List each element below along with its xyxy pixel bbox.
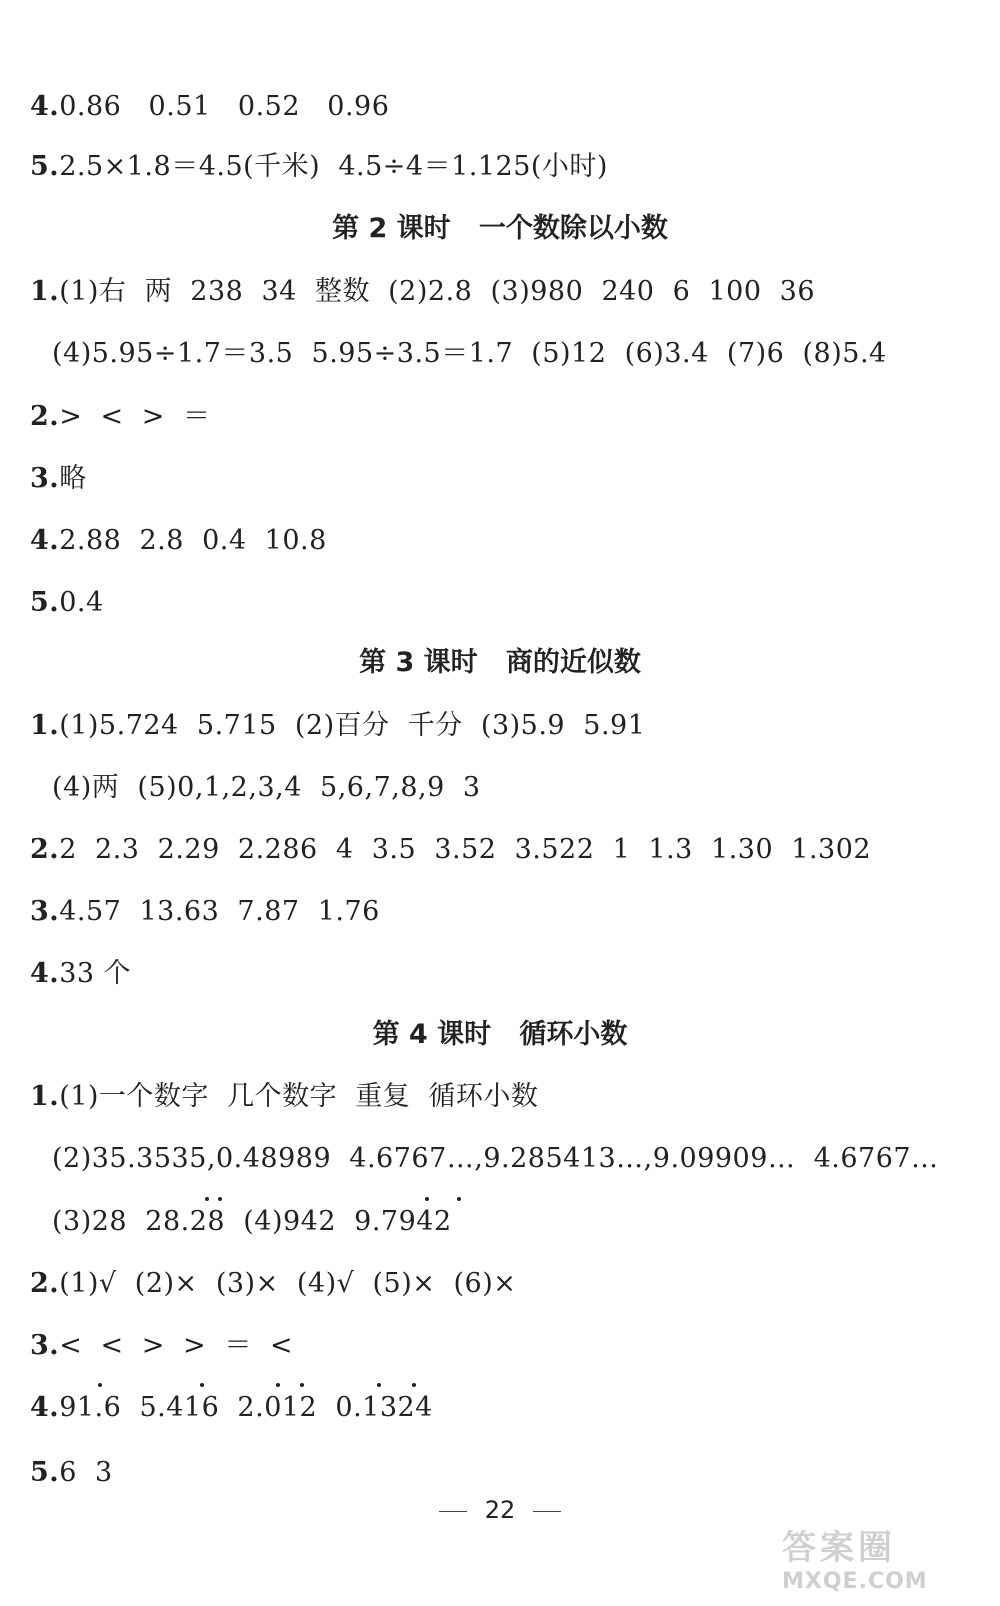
- answer-line: 1.(1)5.724 5.715 (2)百分 千分 (3)5.9 5.91: [30, 710, 646, 741]
- answer-line: 2.> < > ＝: [30, 401, 211, 432]
- repeating-dot: [218, 1197, 222, 1201]
- repeating-dot: [412, 1383, 416, 1387]
- watermark-logo: [782, 1520, 992, 1600]
- repeating-dot: [425, 1197, 429, 1201]
- answer-line: 5.0.4: [30, 587, 104, 618]
- answer-line: 5.6 3: [30, 1457, 113, 1488]
- answer-line: 4.2.88 2.8 0.4 10.8: [30, 525, 327, 556]
- answer-line: 3.略: [30, 463, 87, 494]
- answer-line: 4.33 个: [30, 958, 132, 989]
- repeating-dot: [300, 1383, 304, 1387]
- answer-line: 5.2.5×1.8＝4.5(千米) 4.5÷4＝1.125(小时): [30, 151, 608, 182]
- answer-line: 2.(1)√ (2)× (3)× (4)√ (5)× (6)×: [30, 1268, 517, 1299]
- watermark-title: 答案圈: [782, 1528, 896, 1568]
- repeating-dot: [98, 1383, 102, 1387]
- repeating-dot: [200, 1383, 204, 1387]
- footer-dash: [439, 1511, 467, 1512]
- answer-line: 3.< < > > ＝ <: [30, 1330, 294, 1361]
- repeating-dot: [457, 1197, 461, 1201]
- section-heading-lesson-4: 第 4 课时 循环小数: [372, 1019, 628, 1050]
- repeating-dot: [377, 1383, 381, 1387]
- footer-dash: [533, 1511, 561, 1512]
- answer-line: (2)35.3535,0.48989 4.6767…,9.285413…,9.09909… 4.6767…: [52, 1143, 939, 1174]
- answer-line: 2.2 2.3 2.29 2.286 4 3.5 3.52 3.522 1 1.3 1.30 1.302: [30, 834, 872, 865]
- repeating-dot: [205, 1197, 209, 1201]
- answer-line: (3)28 28.28 (4)942 9.7942: [52, 1206, 452, 1237]
- answer-line: (4)5.95÷1.7＝3.5 5.95÷3.5＝1.7 (5)12 (6)3.4 (7)6 (8)5.4: [52, 338, 887, 369]
- page-number: 22: [484, 1496, 516, 1524]
- answer-line: 1.(1)一个数字 几个数字 重复 循环小数: [30, 1081, 539, 1112]
- answer-line: 4.91.6 5.416 2.012 0.1324: [30, 1392, 433, 1423]
- watermark-url: MXQE.COM: [782, 1569, 928, 1594]
- section-heading-lesson-3: 第 3 课时 商的近似数: [359, 647, 641, 678]
- answer-line: 4.0.86 0.51 0.52 0.96: [30, 91, 390, 122]
- answer-line: (4)两 (5)0,1,2,3,4 5,6,7,8,9 3: [52, 772, 481, 803]
- answer-line: 3.4.57 13.63 7.87 1.76: [30, 896, 380, 927]
- answer-line: 1.(1)右 两 238 34 整数 (2)2.8 (3)980 240 6 100 36: [30, 276, 816, 307]
- section-heading-lesson-2: 第 2 课时 一个数除以小数: [332, 213, 668, 244]
- repeating-dot: [276, 1383, 280, 1387]
